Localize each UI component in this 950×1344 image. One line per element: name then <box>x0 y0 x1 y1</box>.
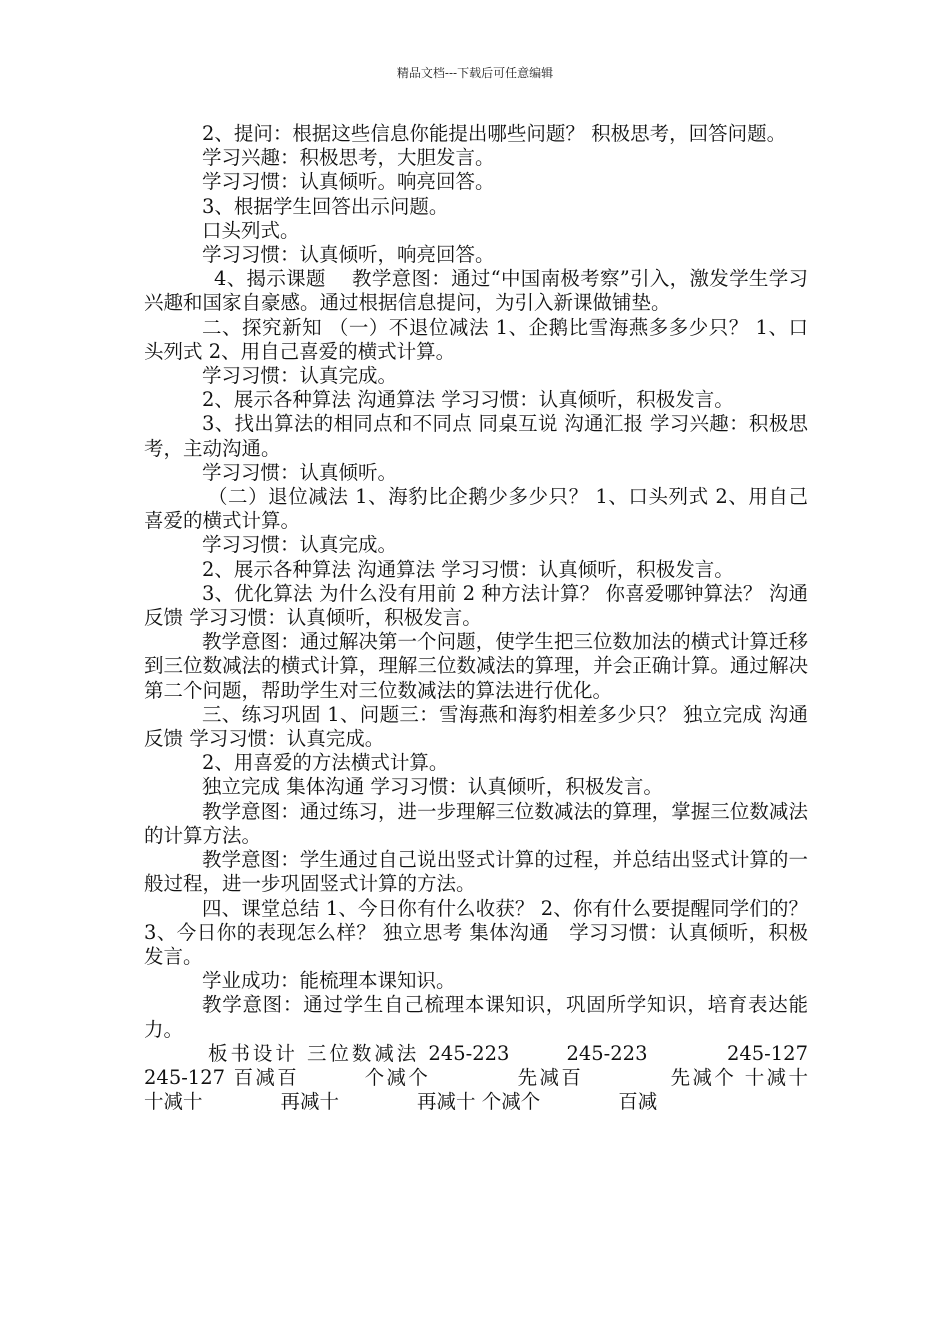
paragraph: 学习习惯：认真倾听。响亮回答。 <box>202 170 495 194</box>
paragraph: 3、优化算法 为什么没有用前 2 种方法计算？ 你喜爱哪钟算法？ 沟通反馈 学习习惯：认真倾听，积极发言。 <box>144 581 808 630</box>
paragraph: 3、根据学生回答出示问题。 <box>202 194 449 218</box>
paragraph: 教学意图：通过解决第一个问题，使学生把三位数加法的横式计算迁移到三位数减法的横式计算，理解三位数减法的算理，并会正确计算。通过解决第二个问题，帮助学生对三位数减法的算法进行优化。 <box>144 630 808 702</box>
paragraph: 教学意图：学生通过自己说出竖式计算的过程，并总结出竖式计算的一般过程，进一步巩固竖式计算的方法。 <box>144 848 808 896</box>
paragraph: 教学意图：通过练习，进一步理解三位数减法的算理，掌握三位数减法的计算方法。 <box>144 799 808 847</box>
paragraph: 学业成功：能梳理本课知识。 <box>202 969 456 993</box>
paragraph: 3、找出算法的相同点和不同点 同桌互说 沟通汇报 学习兴趣：积极思考，主动沟通。 <box>144 412 808 460</box>
paragraph: 三、练习巩固 1、问题三：雪海燕和海豹相差多少只？ 独立完成 沟通反馈 学习习惯：认真完成。 <box>144 702 808 751</box>
paragraph: 教学意图：通过学生自己梳理本课知识，巩固所学知识，培育表达能力。 <box>144 993 808 1041</box>
paragraph: 学习习惯：认真完成。 <box>202 533 398 557</box>
paragraph: 学习习惯：认真倾听，响亮回答。 <box>202 243 495 267</box>
document-body <box>144 122 867 1114</box>
paragraph: 2、用喜爱的方法横式计算。 <box>202 751 449 775</box>
paragraph: 2、提问：根据这些信息你能提出哪些问题？ 积极思考，回答问题。 <box>202 122 787 145</box>
paragraph: 学习习惯：认真倾听。 <box>202 460 398 484</box>
paragraph: 2、展示各种算法 沟通算法 学习习惯：认真倾听，积极发言。 <box>202 388 734 412</box>
paragraph: 4、揭示课题 教学意图：通过“中国南极考察”引入，激发学生学习兴趣和国家自豪感。通过根据信息提问，为引入新课做铺垫。 <box>144 267 808 315</box>
paragraph: 口头列式。 <box>202 218 300 242</box>
paragraph: 学习习惯：认真完成。 <box>202 364 398 388</box>
paragraph: （二）退位减法 1、海豹比企鹅少多少只？ 1、口头列式 2、用自己喜爱的横式计算。 <box>144 485 808 533</box>
page-header: 精品文档---下载后可任意编辑 <box>396 66 554 80</box>
paragraph: 二、探究新知 （一）不退位减法 1、企鹅比雪海燕多多少只？ 1、口头列式 2、用自己喜爱的横式计算。 <box>144 315 808 363</box>
paragraph: 独立完成 集体沟通 学习习惯：认真倾听，积极发言。 <box>202 775 663 799</box>
paragraph: 四、课堂总结 1、今日你有什么收获？ 2、你有什么要提醒同学们的？ 3、今日你的表现怎么样？ 独立思考 集体沟通 学习习惯：认真倾听，积极发言。 <box>144 896 808 968</box>
paragraph: 2、展示各种算法 沟通算法 学习习惯：认真倾听，积极发言。 <box>202 557 734 581</box>
paragraph: 板书设计 三位数减法 245-223 245-223 245-127 245-127 百减百 个减个 先减百 先减个 十减十 十减十 再减十 再减十 个减个 百减 <box>144 1041 867 1114</box>
paragraph: 学习兴趣：积极思考，大胆发言。 <box>202 146 495 170</box>
